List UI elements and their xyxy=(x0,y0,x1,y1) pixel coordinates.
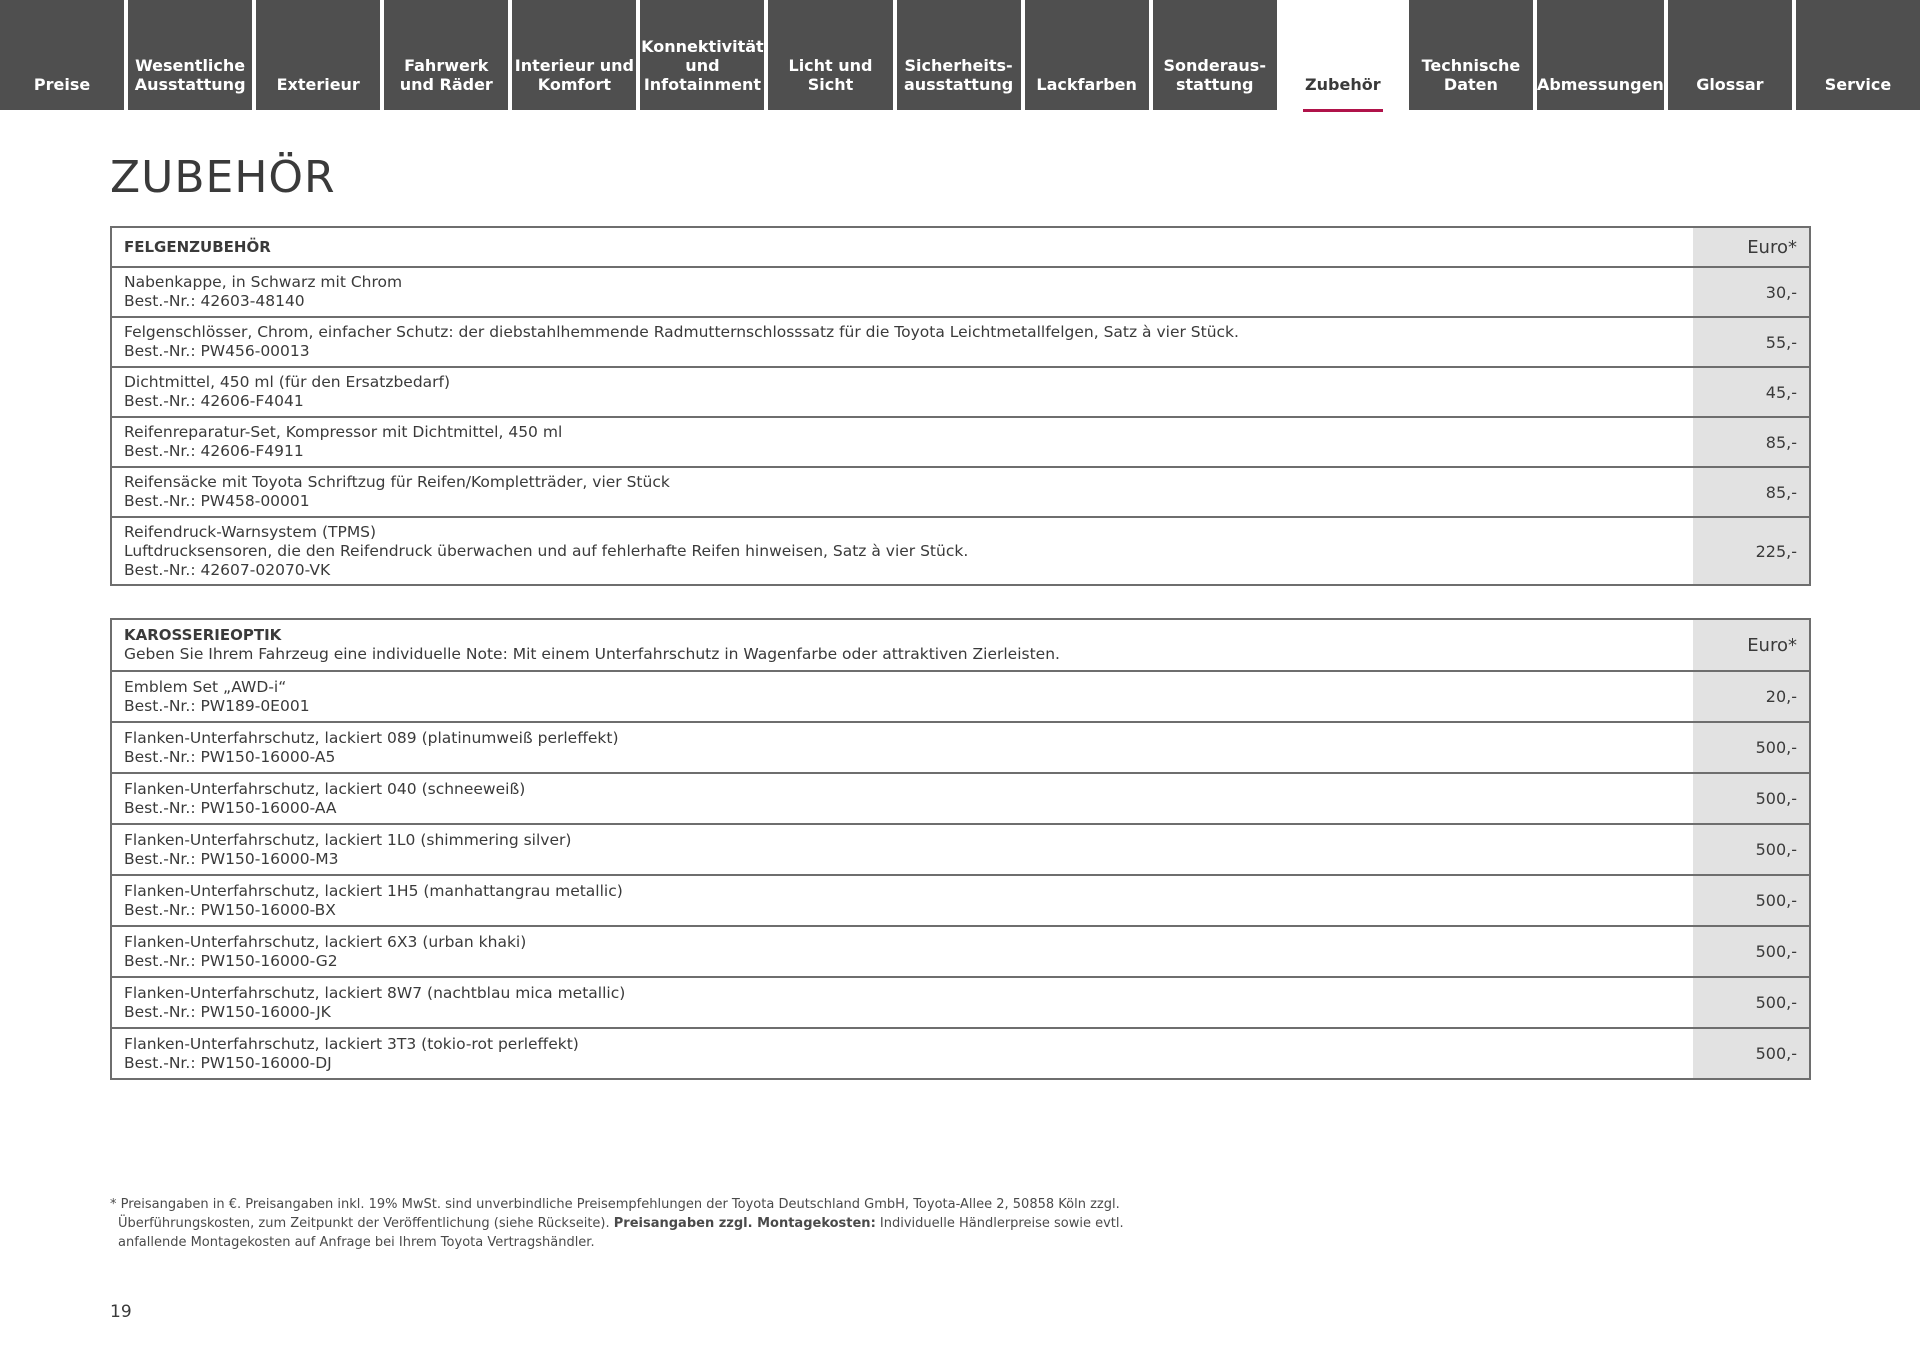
tab-sicherheits-ausstattung[interactable]: Sicherheits- ausstattung xyxy=(897,0,1021,110)
item-price: 500,- xyxy=(1693,978,1809,1027)
item-description xyxy=(112,268,1693,316)
order-number: Best.-Nr.: PW150-16000-A5 xyxy=(124,747,336,766)
item-text: Flanken-Unterfahrschutz, lackiert 3T3 (tokio-rot perleffekt) xyxy=(124,1034,579,1053)
item-price: 85,- xyxy=(1693,418,1809,466)
footnote-line xyxy=(110,1214,1210,1233)
item-text: Flanken-Unterfahrschutz, lackiert 040 (schneeweiß) xyxy=(124,779,526,798)
table-row xyxy=(112,823,1809,874)
item-description xyxy=(112,927,1693,976)
table-row xyxy=(112,721,1809,772)
tab-preise[interactable]: Preise xyxy=(0,0,124,110)
tab-zubehör[interactable]: Zubehör xyxy=(1281,0,1405,110)
tab-sonderaus-stattung[interactable]: Sonderaus- stattung xyxy=(1153,0,1277,110)
order-number: Best.-Nr.: PW458-00001 xyxy=(124,492,310,510)
item-price: 30,- xyxy=(1693,268,1809,316)
item-price: 20,- xyxy=(1693,672,1809,721)
table-row xyxy=(112,874,1809,925)
table-header-row xyxy=(112,620,1809,670)
item-price: 45,- xyxy=(1693,368,1809,416)
footnote-bold-text: Preisangaben zzgl. Montagekosten: xyxy=(613,1216,876,1231)
item-text: Emblem Set „AWD-i“ xyxy=(124,677,287,696)
page-title: ZUBEHÖR xyxy=(110,152,336,203)
order-number: Best.-Nr.: 42606-F4911 xyxy=(124,442,304,460)
item-description xyxy=(112,825,1693,874)
item-text: Flanken-Unterfahrschutz, lackiert 1H5 (manhattangrau metallic) xyxy=(124,881,623,900)
tab-konnektivität-und-infotainment[interactable]: Konnektivität und Infotainment xyxy=(640,0,764,110)
item-description xyxy=(112,468,1693,516)
table-row xyxy=(112,976,1809,1027)
table-header-subtitle: Geben Sie Ihrem Fahrzeug eine individuelle Note: Mit einem Unterfahrschutz in Wagenfarbe oder attraktiven Zierleisten. xyxy=(124,645,1060,663)
felgenzubehoer-table xyxy=(110,226,1811,586)
tab-interieur-und-komfort[interactable]: Interieur und Komfort xyxy=(512,0,636,110)
item-price: 500,- xyxy=(1693,825,1809,874)
item-text: Reifenreparatur-Set, Kompressor mit Dichtmittel, 450 ml xyxy=(124,423,563,441)
footnote-text: Überführungskosten, zum Zeitpunkt der Veröffentlichung (siehe Rückseite). xyxy=(118,1216,614,1231)
order-number: Best.-Nr.: PW150-16000-G2 xyxy=(124,951,338,970)
table-row xyxy=(112,772,1809,823)
item-price: 500,- xyxy=(1693,774,1809,823)
order-number: Best.-Nr.: PW150-16000-BX xyxy=(124,900,336,919)
price-footnote xyxy=(110,1195,1210,1252)
item-text: Reifendruck-Warnsystem (TPMS) xyxy=(124,522,377,541)
footnote-line: * Preisangaben in €. Preisangaben inkl. 19% MwSt. sind unverbindliche Preisempfehlungen der Toyota Deutschland GmbH, Toyota-Allee 2, 50858 Köln zzgl. xyxy=(110,1197,1120,1212)
tab-fahrwerk-und-räder[interactable]: Fahrwerk und Räder xyxy=(384,0,508,110)
page-number: 19 xyxy=(110,1302,132,1322)
order-number: Best.-Nr.: PW456-00013 xyxy=(124,342,310,360)
item-price: 500,- xyxy=(1693,1029,1809,1078)
item-description xyxy=(112,368,1693,416)
item-text: Flanken-Unterfahrschutz, lackiert 1L0 (shimmering silver) xyxy=(124,830,572,849)
item-text: Luftdrucksensoren, die den Reifendruck überwachen und auf fehlerhafte Reifen hinweisen, Satz à vier Stück. xyxy=(124,541,969,560)
table-row xyxy=(112,266,1809,316)
table-row xyxy=(112,925,1809,976)
order-number: Best.-Nr.: PW150-16000-M3 xyxy=(124,849,339,868)
top-navigation xyxy=(0,0,1920,110)
karosserieoptik-table xyxy=(110,618,1811,1080)
item-price: 500,- xyxy=(1693,876,1809,925)
order-number: Best.-Nr.: PW150-16000-JK xyxy=(124,1002,331,1021)
footnote-line: anfallende Montagekosten auf Anfrage bei Ihrem Toyota Vertragshändler. xyxy=(118,1235,595,1250)
item-description xyxy=(112,876,1693,925)
item-description xyxy=(112,672,1693,721)
table-row xyxy=(112,1027,1809,1078)
table-header-row xyxy=(112,228,1809,266)
order-number: Best.-Nr.: PW150-16000-DJ xyxy=(124,1053,332,1072)
table-row xyxy=(112,366,1809,416)
table-row xyxy=(112,416,1809,466)
tab-abmessungen[interactable]: Abmessungen xyxy=(1537,0,1664,110)
item-text: Flanken-Unterfahrschutz, lackiert 089 (platinumweiß perleffekt) xyxy=(124,728,619,747)
order-number: Best.-Nr.: PW189-0E001 xyxy=(124,696,310,715)
item-text: Nabenkappe, in Schwarz mit Chrom xyxy=(124,273,403,291)
tab-exterieur[interactable]: Exterieur xyxy=(256,0,380,110)
tab-glossar[interactable]: Glossar xyxy=(1668,0,1792,110)
item-price: 85,- xyxy=(1693,468,1809,516)
item-description xyxy=(112,774,1693,823)
tab-licht-und-sicht[interactable]: Licht und Sicht xyxy=(768,0,892,110)
item-price: 225,- xyxy=(1693,518,1809,584)
order-number: Best.-Nr.: 42606-F4041 xyxy=(124,392,304,410)
item-description xyxy=(112,978,1693,1027)
table-row xyxy=(112,466,1809,516)
item-description xyxy=(112,518,1693,584)
table-header-title: FELGENZUBEHÖR xyxy=(124,237,271,256)
order-number: Best.-Nr.: 42603-48140 xyxy=(124,292,305,310)
item-price: 500,- xyxy=(1693,723,1809,772)
currency-header: Euro* xyxy=(1693,620,1809,670)
table-row xyxy=(112,670,1809,721)
item-text: Reifensäcke mit Toyota Schriftzug für Reifen/Kompletträder, vier Stück xyxy=(124,473,670,491)
order-number: Best.-Nr.: 42607-02070-VK xyxy=(124,560,331,579)
item-price: 500,- xyxy=(1693,927,1809,976)
table-row xyxy=(112,316,1809,366)
item-price: 55,- xyxy=(1693,318,1809,366)
item-description xyxy=(112,318,1693,366)
table-row xyxy=(112,516,1809,584)
item-text: Felgenschlösser, Chrom, einfacher Schutz: der diebstahlhemmende Radmutternschlosssatz für die Toyota Leichtmetallfelgen, Satz à vier Stück. xyxy=(124,323,1239,341)
tab-technische-daten[interactable]: Technische Daten xyxy=(1409,0,1533,110)
currency-header: Euro* xyxy=(1693,228,1809,266)
order-number: Best.-Nr.: PW150-16000-AA xyxy=(124,798,337,817)
footnote-text: Individuelle Händlerpreise sowie evtl. xyxy=(875,1216,1124,1231)
item-text: Flanken-Unterfahrschutz, lackiert 8W7 (nachtblau mica metallic) xyxy=(124,983,626,1002)
table-header-title: KAROSSERIEOPTIK xyxy=(124,626,282,644)
tab-service[interactable]: Service xyxy=(1796,0,1920,110)
item-description xyxy=(112,418,1693,466)
item-description xyxy=(112,1029,1693,1078)
item-text: Flanken-Unterfahrschutz, lackiert 6X3 (urban khaki) xyxy=(124,932,527,951)
tab-wesentliche-ausstattung[interactable]: Wesentliche Ausstattung xyxy=(128,0,252,110)
item-text: Dichtmittel, 450 ml (für den Ersatzbedarf) xyxy=(124,373,451,391)
tab-lackfarben[interactable]: Lackfarben xyxy=(1025,0,1149,110)
item-description xyxy=(112,723,1693,772)
